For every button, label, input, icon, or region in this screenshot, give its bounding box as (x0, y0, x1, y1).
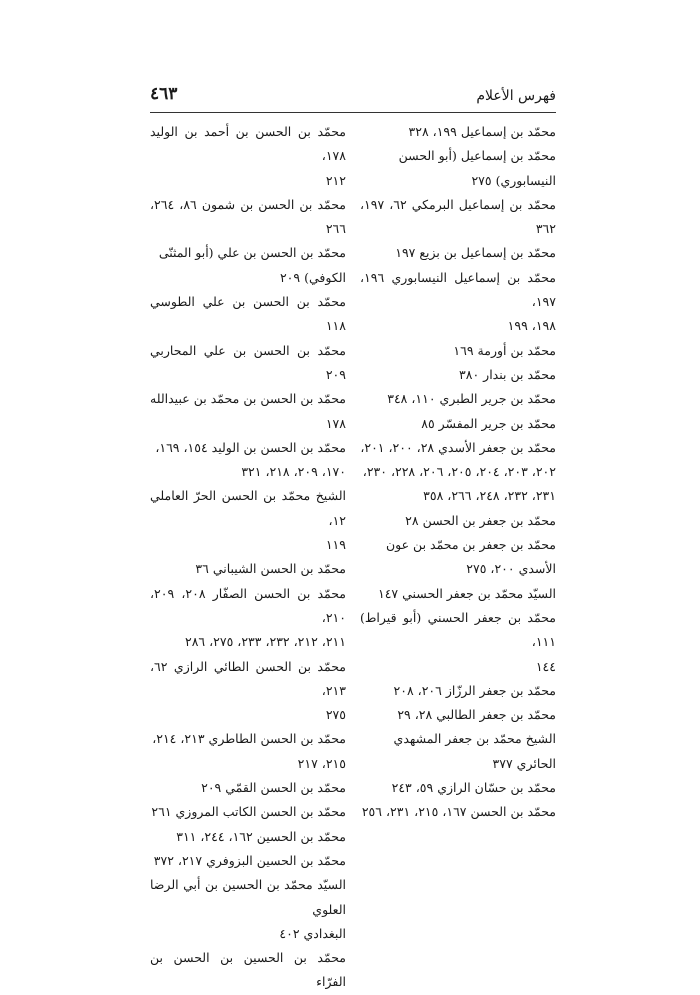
index-entry-line: محمّد بن الحسين بن الحسن بن الفرّاء (150, 950, 346, 990)
index-entry-line: محمّد بن الحسن بن محمّد بن عبيدالله ١٧٨ (150, 391, 346, 431)
index-entry-line: محمّد بن الحسن بن علي (أبو المثنّى (158, 245, 346, 261)
index-entry-line: محمّد بن الحسن بن شمون ٨٦، ٢٦٤، ٢٦٦ (150, 196, 346, 237)
page-number: ٤٦٣ (150, 84, 178, 104)
index-entry-line: محمّد بن الحسن الكاتب المروزي ٢٦١ (151, 804, 346, 820)
index-entry-line: محمّد بن الحسين ١٦٢، ٢٤٤، ٣١١ (176, 828, 346, 844)
index-entry-line: ١٩٨، ١٩٩ (507, 318, 556, 334)
index-entry-line: محمّد بن الحسن بن الوليد ١٥٤، ١٦٩، (155, 439, 346, 455)
index-entry-line: محمّد بن جعفر الحسني (أبو قيراط) ١١١، (360, 609, 556, 650)
index-entry-line: ٢١١، ٢١٢، ٢٣٢، ٢٣٣، ٢٧٥، ٢٨٦ (184, 634, 346, 650)
index-entry-line: محمّد بن جعفر الأسدي ٢٨، ٢٠٠، ٢٠١، (360, 439, 556, 455)
index-entry-line: محمّد بن بندار ٣٨٠ (459, 366, 556, 382)
index-entry-line: النيسابوري) ٢٧٥ (471, 172, 556, 188)
index-entry-line: محمّد بن جرير الطبري ١١٠، ٣٤٨ (387, 391, 556, 407)
index-column-right (360, 120, 556, 825)
index-entry-line: محمّد بن جرير المفسّر ٨٥ (421, 415, 556, 431)
index-entry-line: الأسدي ٢٠٠، ٢٧٥ (466, 561, 556, 577)
index-entry-line: ٢٧٥ (325, 707, 346, 723)
index-entry-line: ٢١٢ (325, 172, 346, 188)
index-column-left (150, 120, 346, 995)
index-entry-line: ٢١٥، ٢١٧ (297, 755, 346, 771)
running-title: فهرس الأعلام (476, 88, 556, 104)
index-entry-line: ١٤٤ (535, 658, 556, 674)
page-header (150, 86, 556, 113)
index-entry-line: محمّد بن الحسن بن علي المحاربي ٢٠٩ (150, 342, 346, 382)
index-entry-line: البغدادي ٤٠٢ (279, 925, 346, 941)
index-entry-line: محمّد بن إسماعيل النيسابوري ١٩٦، ١٩٧، (360, 269, 556, 310)
index-entry-line: ١٧٠، ٢٠٩، ٢١٨، ٣٢١ (241, 464, 346, 480)
index-entry-line: محمّد بن إسماعيل (أبو الحسن (398, 148, 556, 164)
index-entry-line: محمّد بن الحسن الطائي الرازي ٦٢، ٢١٣، (150, 658, 346, 698)
index-entry-line: محمّد بن إسماعيل بن بزيع ١٩٧ (395, 245, 556, 261)
index-entry-line: السيّد محمّد بن الحسين بن أبي الرضا العلوي (150, 877, 346, 917)
index-entry-line: الشيخ محمّد بن الحسن الحرّ العاملي ١٢، (150, 488, 346, 528)
index-entry-line: محمّد بن الحسن ١٦٧، ٢١٥، ٢٣١، ٢٥٦ (361, 804, 556, 820)
index-entry-line: محمّد بن حسّان الرازي ٥٩، ٢٤٣ (391, 780, 556, 796)
index-entry-line: محمّد بن جعفر الطالبي ٢٨، ٢٩ (397, 707, 556, 723)
index-entry-line: محمّد بن الحسين البزوفري ٢١٧، ٣٧٢ (153, 852, 346, 868)
index-entry-line: ٢٣١، ٢٣٢، ٢٤٨، ٢٦٦، ٣٥٨ (423, 488, 556, 504)
index-entry-line: محمّد بن الحسن القمّي ٢٠٩ (201, 780, 346, 796)
index-entry-line: محمّد بن أورمة ١٦٩ (453, 342, 556, 358)
index-entry-line: محمّد بن إسماعيل ١٩٩، ٣٢٨ (408, 124, 556, 139)
index-entry-line: محمّد بن الحسن الطاطري ٢١٣، ٢١٤، (152, 731, 346, 747)
index-entry-line: محمّد بن جعفر بن محمّد بن عون (385, 537, 556, 553)
index-entry-line: الحائري ٣٧٧ (492, 755, 556, 771)
index-entry-line: محمّد بن جعفر بن الحسن ٢٨ (405, 512, 556, 528)
index-entry-line: الشيخ محمّد بن جعفر المشهدي (393, 731, 556, 747)
index-entry-line: محمّد بن جعفر الرزّاز ٢٠٦، ٢٠٨ (393, 682, 556, 698)
index-entry-line: محمّد بن إسماعيل البرمكي ٦٢، ١٩٧، ٣٦٢ (360, 196, 556, 237)
index-entry-line: الكوفي) ٢٠٩ (279, 269, 346, 285)
index-entry-line: محمّد بن الحسن الشيباني ٣٦ (195, 561, 346, 577)
index-entry-line: السيّد محمّد بن جعفر الحسني ١٤٧ (377, 585, 556, 601)
index-entry-line: محمّد بن الحسن بن أحمد بن الوليد ١٧٨، (150, 124, 346, 164)
index-entry-line: محمّد بن الحسن بن علي الطوسي ١١٨ (150, 294, 346, 334)
index-entry-line: ٢٠٢، ٢٠٣، ٢٠٤، ٢٠٥، ٢٠٦، ٢٢٨، ٢٣٠، (362, 464, 556, 480)
index-entry-line: محمّد بن الحسن الصفّار ٢٠٨، ٢٠٩، ٢١٠، (150, 585, 346, 625)
index-entry-line: ١١٩ (325, 537, 346, 553)
